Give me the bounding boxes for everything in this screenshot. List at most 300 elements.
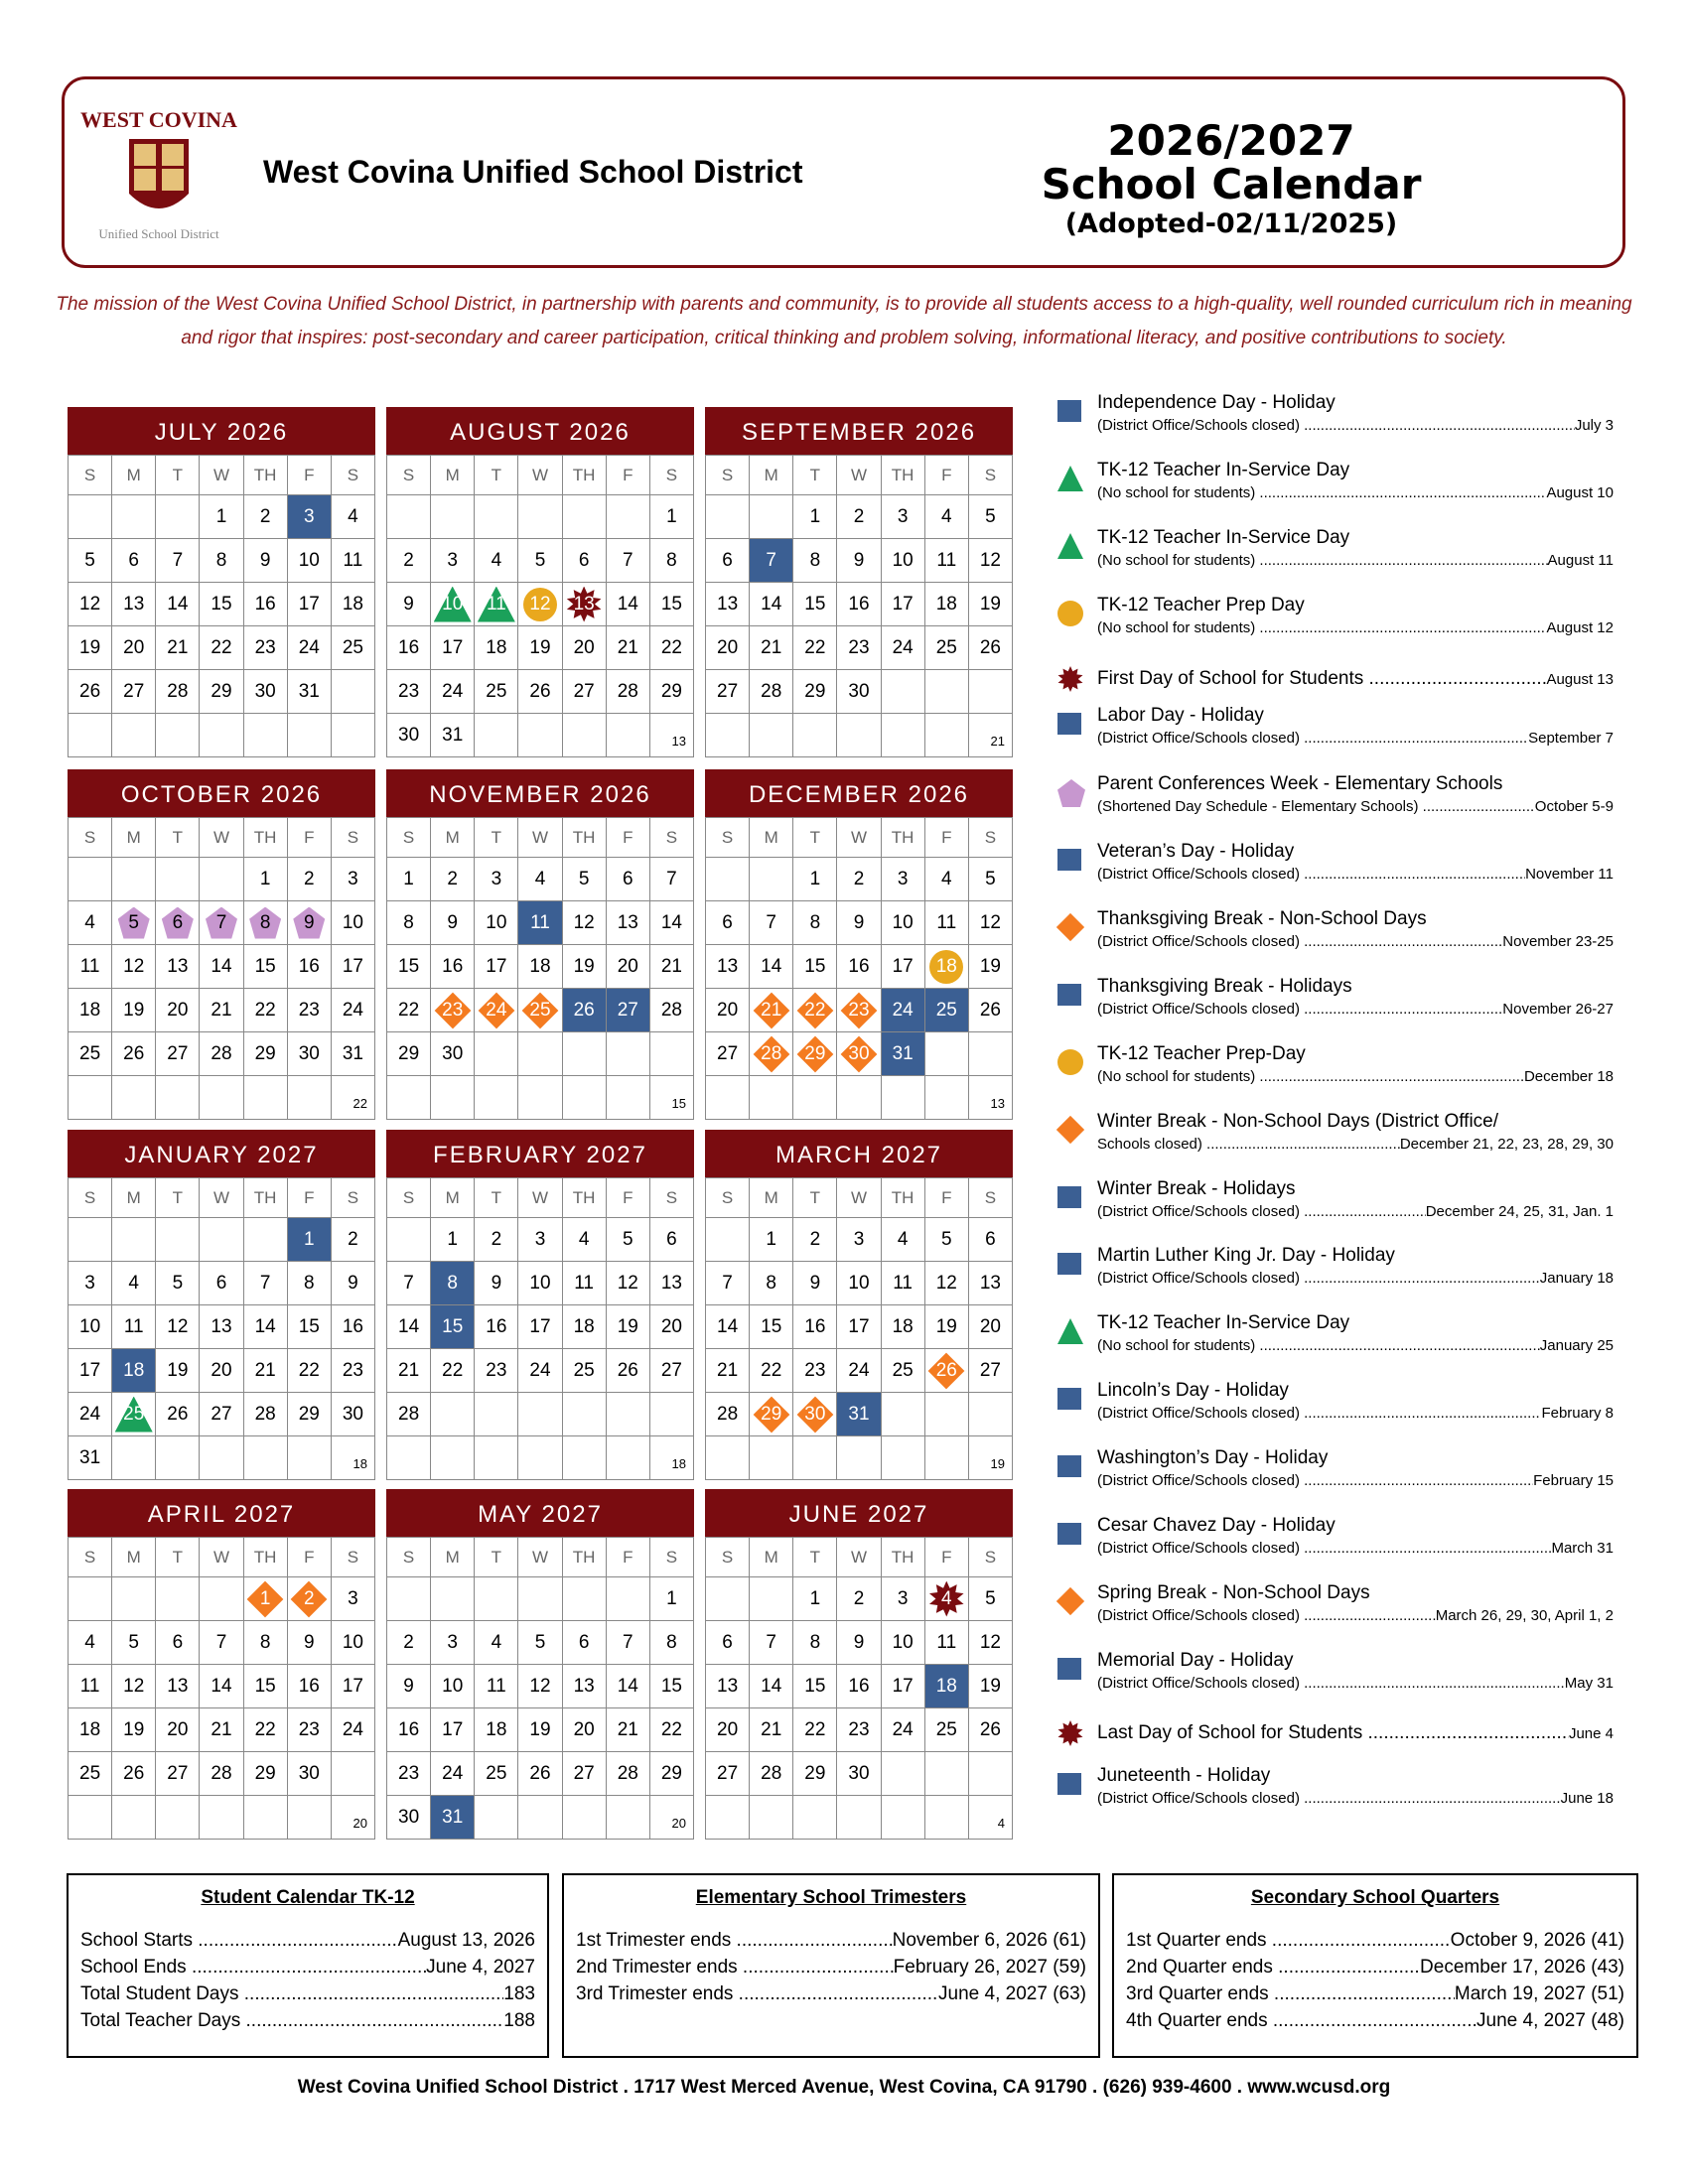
day-number: 11	[79, 1675, 100, 1697]
day-cell	[882, 1708, 925, 1752]
day-cell	[650, 1262, 694, 1305]
day-cell	[650, 1218, 694, 1262]
holiday-square-icon	[1057, 400, 1081, 422]
day-cell	[112, 1665, 156, 1708]
day-cell	[750, 1032, 793, 1076]
empty-cell	[244, 1436, 288, 1480]
day-number: 3	[84, 1272, 95, 1294]
weekday-header: F	[607, 1538, 650, 1577]
day-cell	[793, 901, 837, 945]
day-cell	[387, 858, 431, 901]
weekday-header: TH	[563, 456, 607, 495]
day-cell	[200, 989, 243, 1032]
day-cell	[244, 1621, 288, 1665]
legend-note: (Shortened Day Schedule - Elementary Schools) .....	[1097, 798, 1535, 815]
day-number: 9	[447, 911, 458, 933]
day-number: 19	[617, 1315, 638, 1337]
day-cell	[607, 989, 650, 1032]
day-cell	[518, 901, 562, 945]
day-number: 2	[491, 1228, 502, 1250]
weekday-header: M	[112, 1178, 156, 1218]
instructional-day-count: 13	[969, 1076, 1013, 1120]
box-title: Secondary School Quarters	[1250, 1887, 1500, 1908]
day-cell	[244, 626, 288, 670]
weekday-header: S	[706, 456, 750, 495]
day-cell	[387, 1665, 431, 1708]
day-number: 26	[123, 1042, 145, 1064]
legend-note: (District Office/Schools closed) .....	[1097, 866, 1525, 883]
day-cell	[69, 901, 112, 945]
day-number: 14	[167, 593, 189, 614]
day-number: 13	[573, 593, 595, 614]
day-number: 16	[398, 1718, 420, 1740]
break-diamond-icon	[1056, 1587, 1084, 1615]
day-number: 8	[666, 549, 677, 571]
legend-title: Spring Break - Non-School Days	[1097, 1582, 1370, 1603]
day-cell	[607, 1708, 650, 1752]
legend-note: (District Office/Schools closed) .....	[1097, 1270, 1540, 1287]
day-number: 28	[167, 680, 189, 702]
day-number: 12	[529, 593, 551, 614]
empty-cell	[518, 714, 562, 757]
day-cell	[431, 1752, 475, 1796]
day-number: 26	[529, 680, 551, 702]
month-july-2026	[68, 407, 375, 757]
day-number: 28	[617, 1762, 638, 1784]
day-number: 4	[84, 911, 95, 933]
summary-value: March 19, 2027 (51)	[1454, 1983, 1624, 2004]
day-cell	[837, 1665, 881, 1708]
day-cell	[387, 1621, 431, 1665]
day-number: 12	[123, 955, 145, 977]
day-number: 22	[804, 636, 826, 658]
instructional-day-count: 19	[969, 1436, 1013, 1480]
day-cell	[156, 626, 200, 670]
empty-cell	[969, 670, 1013, 714]
day-cell	[882, 1621, 925, 1665]
day-number: 12	[979, 1631, 1001, 1653]
day-cell	[156, 1708, 200, 1752]
day-number: 6	[128, 549, 139, 571]
month-grid	[68, 455, 375, 757]
weekday-header: T	[156, 818, 200, 858]
summary-row	[564, 1980, 1098, 2007]
day-number: 28	[211, 1042, 232, 1064]
day-number: 20	[123, 636, 145, 658]
day-number: 1	[766, 1228, 776, 1250]
empty-cell	[563, 714, 607, 757]
day-cell	[882, 495, 925, 539]
weekday-header: W	[200, 1178, 243, 1218]
day-cell	[793, 583, 837, 626]
legend-detail	[1097, 1068, 1614, 1085]
weekday-header: TH	[244, 818, 288, 858]
legend-title: Thanksgiving Break - Non-School Days	[1097, 908, 1427, 929]
svg-text:Unified School District: Unified School District	[98, 226, 219, 241]
summary-value: June 4, 2027 (48)	[1477, 2010, 1624, 2031]
legend-date: January 25	[1539, 1337, 1614, 1354]
day-number: 11	[123, 1315, 144, 1337]
day-cell	[925, 1708, 969, 1752]
day-number: 30	[804, 1403, 826, 1425]
day-cell	[431, 1621, 475, 1665]
day-number: 24	[848, 1359, 870, 1381]
day-number: 3	[447, 549, 458, 571]
day-cell	[969, 945, 1013, 989]
legend-date: August 13	[1546, 671, 1614, 688]
empty-cell	[475, 1436, 518, 1480]
day-number: 18	[892, 1315, 914, 1337]
empty-cell	[607, 1393, 650, 1436]
empty-cell	[925, 670, 969, 714]
day-cell	[969, 989, 1013, 1032]
day-number: 1	[809, 1587, 821, 1609]
legend-title: Thanksgiving Break - Holidays	[1097, 976, 1352, 997]
day-number: 27	[167, 1042, 189, 1064]
day-cell	[650, 858, 694, 901]
day-cell	[288, 626, 332, 670]
day-cell	[69, 945, 112, 989]
legend-note: (No school for students) .....	[1097, 552, 1548, 569]
day-number: 30	[398, 1806, 420, 1828]
day-cell	[112, 1349, 156, 1393]
day-cell	[387, 670, 431, 714]
day-number: 23	[848, 1718, 870, 1740]
weekday-header: TH	[882, 1178, 925, 1218]
day-cell	[518, 858, 562, 901]
day-number: 19	[979, 1675, 1001, 1697]
day-number: 22	[254, 999, 276, 1021]
instructional-day-count: 22	[332, 1076, 375, 1120]
day-number: 28	[254, 1403, 276, 1425]
day-cell	[837, 1218, 881, 1262]
empty-cell	[156, 1577, 200, 1621]
day-number: 18	[79, 1718, 101, 1740]
day-number: 28	[761, 1762, 782, 1784]
summary-label: 2nd Trimester ends .....	[576, 1954, 894, 1980]
empty-cell	[969, 1393, 1013, 1436]
day-cell	[332, 1305, 375, 1349]
day-number: 15	[761, 1315, 782, 1337]
day-cell	[200, 1708, 243, 1752]
legend-date: June 18	[1560, 1790, 1614, 1807]
weekday-header: TH	[882, 456, 925, 495]
day-cell	[332, 1349, 375, 1393]
empty-cell	[750, 1076, 793, 1120]
day-number: 10	[442, 1675, 464, 1697]
quarters-box	[1112, 1873, 1638, 2058]
summary-value: 183	[503, 1983, 535, 2004]
day-cell	[837, 1708, 881, 1752]
day-number: 23	[442, 999, 464, 1021]
summary-value: June 4, 2027 (63)	[938, 1983, 1086, 2004]
day-cell	[288, 1032, 332, 1076]
empty-cell	[706, 714, 750, 757]
day-cell	[288, 583, 332, 626]
day-number: 19	[935, 1315, 957, 1337]
legend-title: Memorial Day - Holiday	[1097, 1650, 1294, 1671]
instructional-day-count	[332, 714, 375, 757]
day-cell	[387, 901, 431, 945]
day-number: 30	[298, 1042, 320, 1064]
day-cell	[475, 1752, 518, 1796]
month-grid	[68, 1177, 375, 1480]
day-cell	[475, 901, 518, 945]
day-number: 11	[486, 1675, 506, 1697]
calendar-heading: School Calendar	[1041, 160, 1422, 209]
month-may-2027	[386, 1489, 694, 1840]
weekday-header: M	[750, 818, 793, 858]
trimesters-box	[562, 1873, 1100, 2058]
month-september-2026	[705, 407, 1013, 757]
empty-cell	[387, 1218, 431, 1262]
day-cell	[793, 1621, 837, 1665]
day-number: 22	[761, 1359, 782, 1381]
day-number: 22	[804, 1718, 826, 1740]
empty-cell	[431, 1076, 475, 1120]
weekday-header: M	[750, 1538, 793, 1577]
day-cell	[750, 1305, 793, 1349]
day-cell	[518, 1708, 562, 1752]
day-number: 30	[298, 1762, 320, 1784]
day-cell	[288, 1349, 332, 1393]
day-number: 30	[848, 1762, 870, 1784]
empty-cell	[882, 670, 925, 714]
day-cell	[431, 989, 475, 1032]
day-number: 26	[167, 1403, 189, 1425]
day-number: 4	[128, 1272, 139, 1294]
empty-cell	[750, 1436, 793, 1480]
day-cell	[518, 626, 562, 670]
day-cell	[431, 714, 475, 757]
day-number: 23	[848, 999, 870, 1021]
day-cell	[288, 670, 332, 714]
empty-cell	[706, 1076, 750, 1120]
day-number: 11	[936, 549, 957, 571]
day-cell	[563, 1218, 607, 1262]
day-number: 24	[342, 999, 363, 1021]
empty-cell	[925, 1752, 969, 1796]
empty-cell	[200, 858, 243, 901]
month-title: MAY 2027	[386, 1489, 694, 1537]
empty-cell	[837, 714, 881, 757]
day-number: 5	[534, 1631, 546, 1653]
day-number: 3	[348, 1587, 358, 1609]
day-cell	[200, 901, 243, 945]
day-cell	[837, 858, 881, 901]
day-number: 5	[128, 911, 139, 933]
empty-cell	[607, 1076, 650, 1120]
weekday-header: S	[69, 456, 112, 495]
day-number: 28	[617, 680, 638, 702]
empty-cell	[156, 714, 200, 757]
day-number: 19	[529, 1718, 551, 1740]
day-cell	[650, 1665, 694, 1708]
day-number: 3	[853, 1228, 865, 1250]
day-cell	[706, 1305, 750, 1349]
empty-cell	[518, 1076, 562, 1120]
summary-row	[1114, 2007, 1636, 2034]
day-cell	[475, 539, 518, 583]
day-number: 5	[985, 505, 996, 527]
day-number: 17	[442, 636, 464, 658]
day-number: 26	[617, 1359, 638, 1381]
day-number: 18	[486, 1718, 507, 1740]
day-cell	[563, 901, 607, 945]
day-cell	[706, 1665, 750, 1708]
day-cell	[156, 945, 200, 989]
legend-note: (No school for students) .....	[1097, 1337, 1540, 1354]
summary-label: 2nd Quarter ends .....	[1126, 1954, 1420, 1980]
day-number: 11	[574, 1272, 594, 1294]
day-number: 22	[660, 1718, 682, 1740]
day-cell	[475, 1665, 518, 1708]
day-cell	[706, 1349, 750, 1393]
day-cell	[882, 945, 925, 989]
day-number: 7	[766, 911, 776, 933]
day-cell	[607, 1305, 650, 1349]
day-cell	[969, 1305, 1013, 1349]
day-number: 14	[761, 955, 782, 977]
day-number: 12	[935, 1272, 957, 1294]
day-cell	[332, 583, 375, 626]
month-title: MARCH 2027	[705, 1130, 1013, 1177]
weekday-header: M	[750, 456, 793, 495]
legend-title: TK-12 Teacher In-Service Day	[1097, 1312, 1350, 1333]
month-title: NOVEMBER 2026	[386, 769, 694, 817]
day-cell	[969, 583, 1013, 626]
legend-detail	[1097, 866, 1614, 883]
day-cell	[969, 1665, 1013, 1708]
day-number: 27	[573, 680, 595, 702]
day-cell	[925, 1665, 969, 1708]
day-cell	[431, 1305, 475, 1349]
day-number: 8	[666, 1631, 677, 1653]
day-number: 2	[303, 868, 315, 889]
day-cell	[882, 989, 925, 1032]
conference-pentagon-icon	[1057, 779, 1085, 807]
summary-value: February 26, 2027 (59)	[893, 1957, 1086, 1978]
day-number: 22	[298, 1359, 320, 1381]
day-number: 20	[167, 1718, 189, 1740]
legend-note: (District Office/Schools closed) .....	[1097, 730, 1528, 747]
day-cell	[288, 989, 332, 1032]
day-cell	[706, 989, 750, 1032]
day-number: 27	[979, 1359, 1001, 1381]
empty-cell	[882, 1752, 925, 1796]
day-number: 6	[172, 911, 184, 933]
day-number: 4	[578, 1228, 590, 1250]
day-cell	[431, 1708, 475, 1752]
day-number: 24	[892, 999, 914, 1021]
day-cell	[288, 858, 332, 901]
empty-cell	[112, 714, 156, 757]
empty-cell	[112, 1436, 156, 1480]
day-number: 4	[491, 1631, 502, 1653]
day-cell	[288, 945, 332, 989]
day-number: 23	[398, 680, 420, 702]
empty-cell	[475, 1577, 518, 1621]
day-cell	[244, 1032, 288, 1076]
day-cell	[882, 1305, 925, 1349]
day-cell	[650, 1708, 694, 1752]
day-cell	[200, 1305, 243, 1349]
day-number: 17	[442, 1718, 464, 1740]
day-cell	[563, 539, 607, 583]
weekday-header: T	[793, 1538, 837, 1577]
day-number: 27	[717, 1762, 739, 1784]
day-number: 26	[123, 1762, 145, 1784]
empty-cell	[156, 495, 200, 539]
day-number: 3	[348, 868, 358, 889]
day-number: 5	[84, 549, 95, 571]
legend-note: (No school for students) .....	[1097, 619, 1546, 636]
legend-date: June 4	[1568, 1725, 1614, 1742]
day-number: 11	[936, 1631, 957, 1653]
day-number: 24	[892, 636, 914, 658]
day-number: 18	[573, 1315, 595, 1337]
legend-date: August 10	[1546, 484, 1614, 501]
day-number: 8	[809, 1631, 821, 1653]
day-cell	[563, 1621, 607, 1665]
day-cell	[387, 1796, 431, 1840]
day-number: 12	[617, 1272, 638, 1294]
day-number: 4	[940, 868, 952, 889]
day-cell	[793, 1262, 837, 1305]
day-number: 24	[486, 999, 507, 1021]
day-number: 19	[123, 1718, 145, 1740]
day-cell	[112, 626, 156, 670]
day-cell	[431, 583, 475, 626]
empty-cell	[706, 1577, 750, 1621]
day-number: 24	[529, 1359, 551, 1381]
empty-cell	[156, 1436, 200, 1480]
day-cell	[332, 989, 375, 1032]
day-number: 17	[529, 1315, 551, 1337]
legend-note: Schools closed) .....	[1097, 1136, 1400, 1153]
day-cell	[518, 1752, 562, 1796]
day-cell	[431, 1262, 475, 1305]
day-number: 27	[617, 999, 638, 1021]
weekday-header: F	[607, 1178, 650, 1218]
day-number: 25	[529, 999, 551, 1021]
day-cell	[431, 858, 475, 901]
day-number: 14	[617, 1675, 638, 1697]
instructional-day-count: 21	[969, 714, 1013, 757]
empty-cell	[969, 1032, 1013, 1076]
day-number: 3	[897, 505, 909, 527]
day-number: 28	[660, 999, 682, 1021]
day-cell	[882, 1032, 925, 1076]
month-title: DECEMBER 2026	[705, 769, 1013, 817]
day-number: 9	[809, 1272, 821, 1294]
day-cell	[518, 989, 562, 1032]
day-cell	[288, 539, 332, 583]
day-number: 24	[342, 1718, 363, 1740]
day-cell	[607, 1349, 650, 1393]
legend-date: December 21, 22, 23, 28, 29, 30	[1399, 1136, 1614, 1153]
day-cell	[793, 858, 837, 901]
day-cell	[431, 670, 475, 714]
empty-cell	[288, 1076, 332, 1120]
day-cell	[288, 1577, 332, 1621]
day-number: 16	[254, 593, 276, 614]
legend-title: Last Day of School for Students .....	[1097, 1722, 1569, 1744]
day-number: 16	[298, 1675, 320, 1697]
day-number: 9	[853, 1631, 865, 1653]
day-cell	[156, 1621, 200, 1665]
day-number: 10	[79, 1315, 101, 1337]
